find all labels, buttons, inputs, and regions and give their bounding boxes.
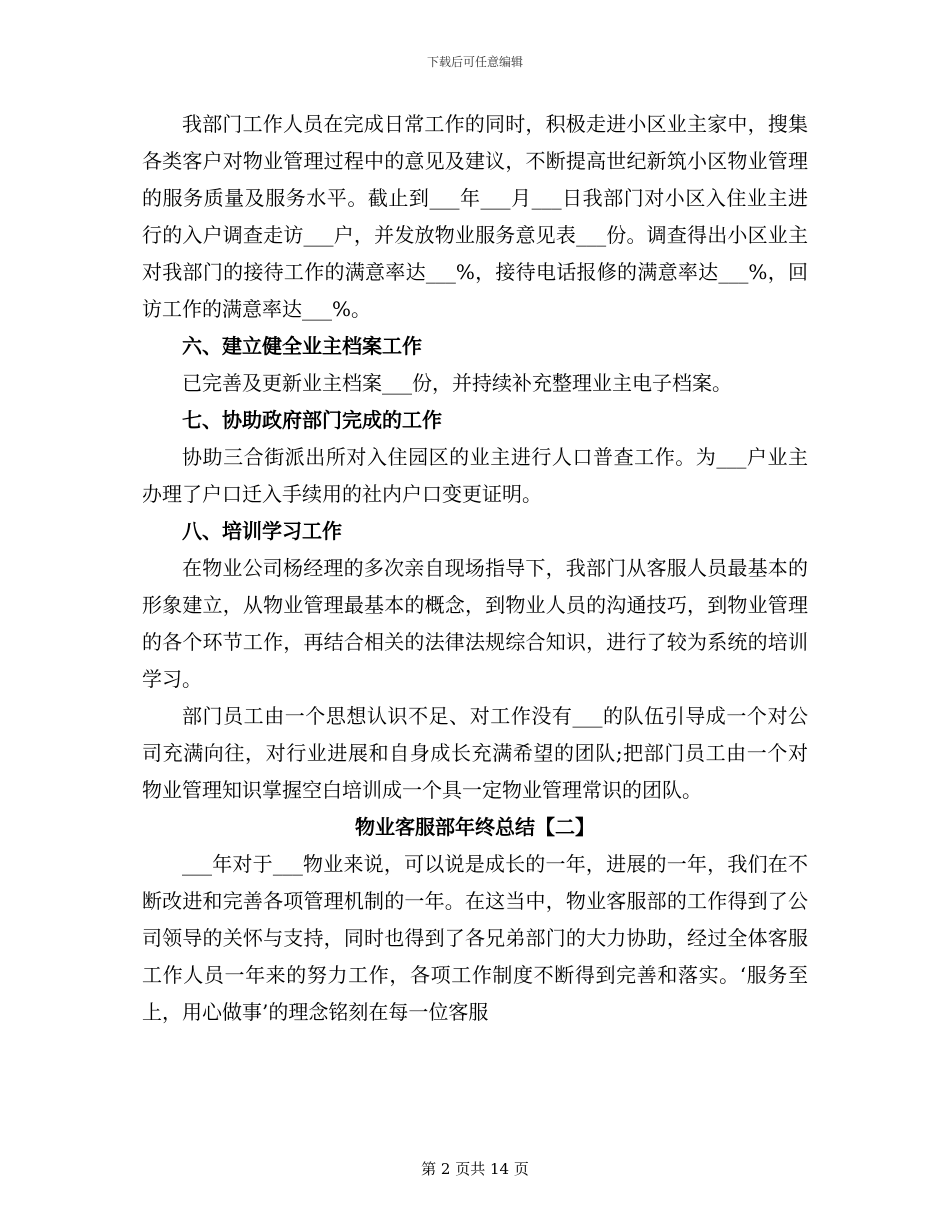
paragraph-government-assist: 协助三合街派出所对入住园区的业主进行人口普查工作。为___户业主办理了户口迁入手续用的社内户口变更证明。: [142, 445, 808, 506]
page-footer: 第 2 页共 14 页: [421, 1160, 529, 1178]
document-body: [142, 106, 808, 1031]
paragraph-training: 在物业公司杨经理的多次亲自现场指导下，我部门从客服人员最基本的形象建立，从物业管理最基本的概念，到物业人员的沟通技巧，到物业管理的各个环节工作，再结合相关的法律法规综合知识，进行了较为系统的培训学习。: [142, 556, 808, 691]
paragraph-summary-intro: ___年对于___物业来说，可以说是成长的一年，进展的一年，我们在不断改进和完善各项管理机制的一年。在这当中，物业客服部的工作得到了公司领导的关怀与支持，同时也得到了各兄弟部门的大力协助，经过全体客服工作人员一年来的努力工作，各项工作制度不断得到完善和落实。‘服务至上，用心做事’的理念铭刻在每一位客服: [142, 852, 808, 1024]
heading-government-assist: 七、协助政府部门完成的工作: [182, 408, 442, 432]
heading-owner-archives: 六、建立健全业主档案工作: [182, 334, 422, 358]
page-header: 下载后可任意编辑: [426, 55, 523, 69]
paragraph-archives: 已完善及更新业主档案___份，并持续补充整理业主电子档案。: [182, 371, 732, 395]
paragraph-team: 部门员工由一个思想认识不足、对工作没有___的队伍引导成一个对公司充满向往，对行业进展和自身成长充满希望的团队;把部门员工由一个对物业管理知识掌握空白培训成一个具一定物业管理常识的团队。: [142, 704, 808, 802]
paragraph-survey: 我部门工作人员在完成日常工作的同时，积极走进小区业主家中，搜集各类客户对物业管理过程中的意见及建议，不断提高世纪新筑小区物业管理的服务质量及服务水平。截止到___年___月___日我部门对小区入住业主进行的入户调查走访___户，并发放物业服务意见表___份。调查得出小区业主对我部门的接待工作的满意率达___%，接待电话报修的满意率达___%，回访工作的满意率达___%。: [142, 112, 808, 321]
section-title-summary-2: 物业客服部年终总结【二】: [355, 815, 595, 839]
heading-training: 八、培训学习工作: [182, 519, 342, 543]
